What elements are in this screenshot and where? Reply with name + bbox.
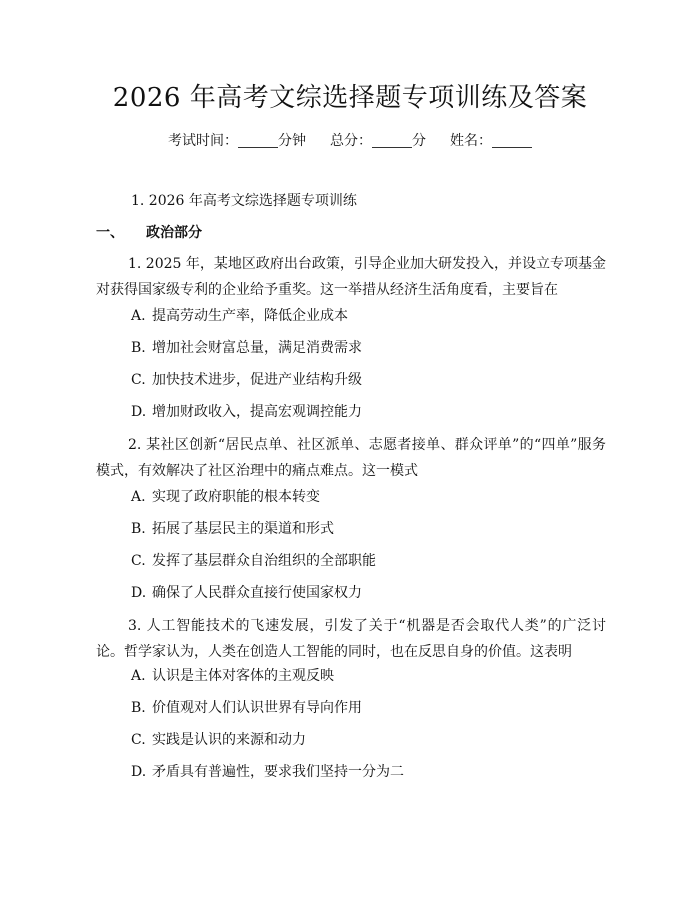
option-text: 认识是主体对客体的主观反映 [152,668,334,684]
option-text: 发挥了基层群众自治组织的全部职能 [152,553,376,569]
exam-info-line [0,130,700,152]
option-letter: B. [131,521,146,537]
score-blank [372,133,412,148]
option-text: 矛盾具有普遍性，要求我们坚持一分为二 [152,764,404,780]
option-text: 加快技术进步，促进产业结构升级 [152,372,362,388]
option-letter: C. [131,732,146,748]
time-unit: 分钟 [278,133,306,149]
option-letter: A. [131,308,146,324]
option-letter: B. [131,700,146,716]
option-text: 增加社会财富总量，满足消费需求 [152,340,362,356]
score-label: 总分： [330,133,372,149]
option-letter: B. [131,340,146,356]
option-letter: A. [131,489,146,505]
option-letter: D. [131,404,147,420]
option-text: 实现了政府职能的根本转变 [152,489,320,505]
option-text: 确保了人民群众直接行使国家权力 [152,585,362,601]
option-text: 拓展了基层民主的渠道和形式 [152,521,334,537]
name-blank [492,133,532,148]
option-letter: C. [131,553,146,569]
option-text: 实践是认识的来源和动力 [152,732,306,748]
option-item [131,582,362,604]
name-label: 姓名： [450,133,492,149]
option-text: 增加财政收入，提高宏观调控能力 [152,404,362,420]
option-item [131,401,362,423]
option-item [131,305,348,327]
option-item [131,697,362,719]
option-text: 价值观对人们认识世界有导向作用 [152,700,362,716]
question-stem: 3. 人工智能技术的飞速发展，引发了关于“机器是否会取代人类”的广泛讨论。哲学家认为，人类在创造人工智能的同时，也在反思自身的价值。这表明 [96,618,606,660]
option-item [131,486,320,508]
subheading: 1. 2026 年高考文综选择题专项训练 [131,193,357,209]
question-stem: 1. 2025 年，某地区政府出台政策，引导企业加大研发投入，并设立专项基金对获得国家级专利的企业给予重奖。这一举措从经济生活角度看，主要旨在 [96,256,606,298]
score-unit: 分 [412,133,426,149]
section-number: 一、 [96,225,124,241]
option-item [131,550,376,572]
option-item [131,729,306,751]
option-text: 提高劳动生产率，降低企业成本 [152,308,348,324]
option-item [131,337,362,359]
option-item [131,369,362,391]
question-stem: 2. 某社区创新“居民点单、社区派单、志愿者接单、群众评单”的“四单”服务模式，有效解决了社区治理中的痛点难点。这一模式 [96,437,606,479]
option-item [131,518,334,540]
option-letter: D. [131,764,147,780]
option-letter: A. [131,668,146,684]
time-label: 考试时间： [168,133,238,149]
section-heading [96,222,202,244]
option-letter: D. [131,585,147,601]
document-title: 2026 年高考文综选择题专项训练及答案 [112,83,588,113]
section-title: 政治部分 [146,225,202,241]
option-letter: C. [131,372,146,388]
option-item [131,665,334,687]
option-item [131,761,404,783]
time-blank [238,133,278,148]
